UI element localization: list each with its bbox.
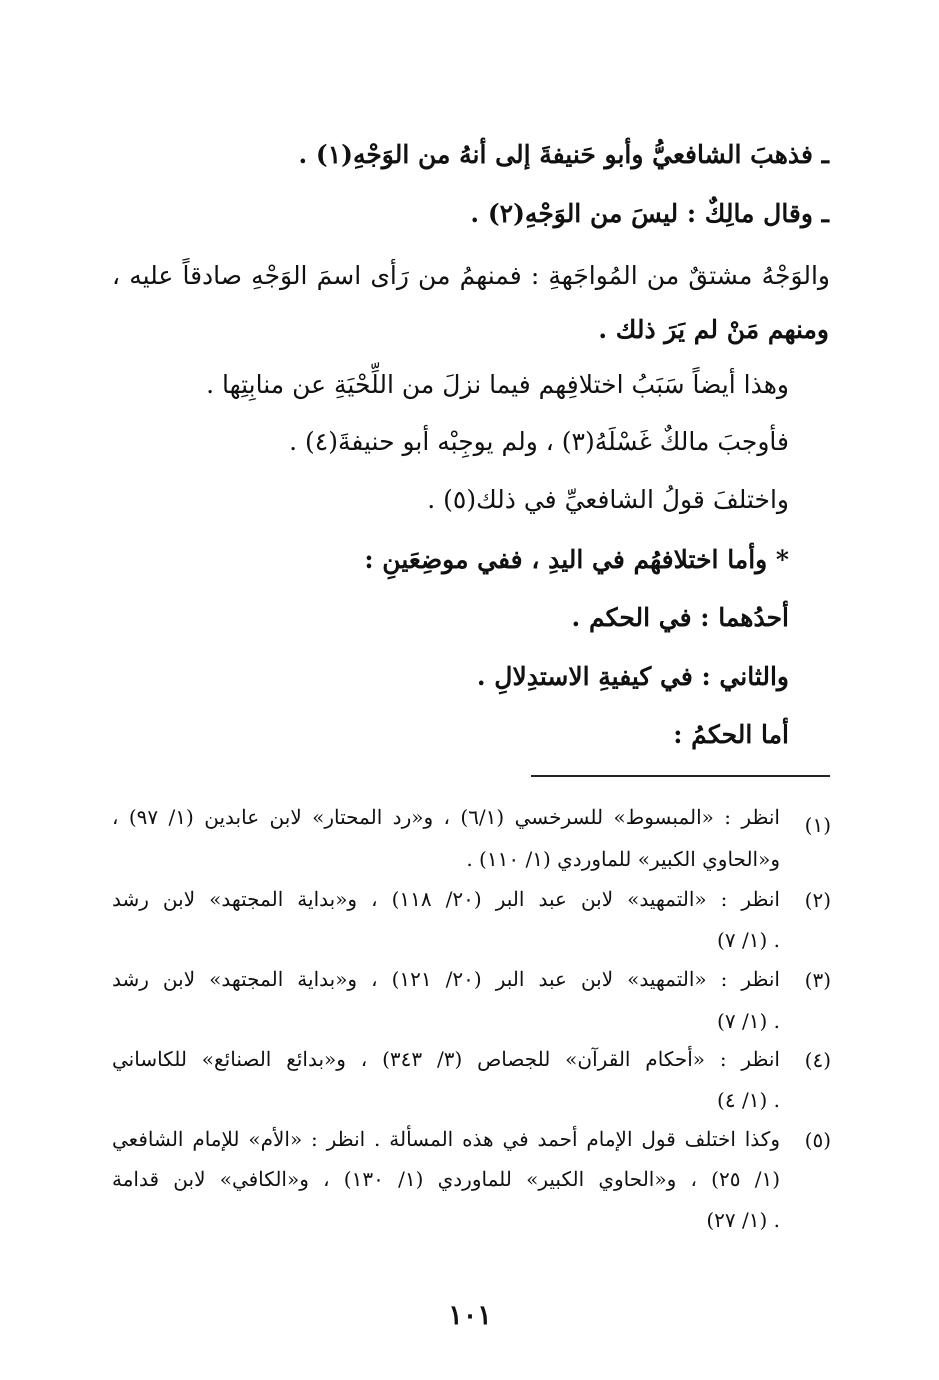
body-line-3: والوَجْهُ مشتقٌ من المُواجَهةِ : فمنهمُ من رَأى اسمَ الوَجْهِ صادقاً عليه ، (112, 261, 830, 290)
footnote-3-line-2: (١/ ٧) . (717, 1009, 780, 1033)
footnote-2-number: (٢) (804, 888, 831, 912)
footnote-2-line-1: انظر : «التمهيد» لابن عبد البر (٢٠/ ١١٨) ، و«بداية المجتهد» لابن رشد (112, 887, 780, 911)
body-line-9: أحدُهما : في الحكم . (571, 603, 789, 632)
footnote-1-number: (١) (804, 813, 831, 837)
footnote-5-line-3: (١/ ٢٧) . (706, 1208, 780, 1232)
footnote-5-line-1: وكذا اختلف قول الإمام أحمد في هذه المسألة . انظر : «الأم» للإمام الشافعي (112, 1127, 780, 1151)
body-line-6: فأوجبَ مالكٌ غَسْلَهُ(٣) ، ولم يوجِبْه أبو حنيفةَ(٤) . (289, 427, 789, 456)
footnote-separator (531, 775, 830, 777)
body-line-4: ومنهم مَنْ لم يَرَ ذلك . (598, 315, 829, 344)
footnote-4-line-1: انظر : «أحكام القرآن» للجصاص (٣/ ٣٤٣) ، و«بدائع الصنائع» للكاساني (112, 1047, 780, 1071)
footnote-4-number: (٤) (804, 1048, 831, 1072)
body-line-7: واختلفَ قولُ الشافعيِّ في ذلك(٥) . (427, 485, 789, 514)
body-line-10: والثاني : في كيفيةِ الاستدِلالِ . (476, 662, 789, 691)
body-line-1: ـ فذهبَ الشافعيُّ وأبو حَنيفةَ إلى أنهُ من الوَجْهِ(١) . (298, 140, 829, 169)
footnote-1-line-2: و«الحاوي الكبير» للماوردي (١/ ١١٠) . (466, 847, 780, 871)
footnote-5-line-2: (١/ ٢٥) ، و«الحاوي الكبير» للماوردي (١/ ١٣٠) ، و«الكافي» لابن قدامة (112, 1167, 780, 1191)
footnote-4-line-2: (١/ ٤) . (717, 1088, 780, 1112)
page-number: ١٠١ (448, 1300, 492, 1331)
footnote-1-line-1: انظر : «المبسوط» للسرخسي (٦/١) ، و«رد المحتار» لابن عابدين (١/ ٩٧) ، (112, 805, 780, 829)
footnote-5-number: (٥) (804, 1128, 831, 1152)
body-line-11: أما الحكمُ : (673, 720, 789, 749)
footnote-3-line-1: انظر : «التمهيد» لابن عبد البر (٢٠/ ١٢١) ، و«بداية المجتهد» لابن رشد (112, 967, 780, 991)
footnote-2-line-2: (١/ ٧) . (717, 928, 780, 952)
section-heading: * وأما اختلافهُم في اليدِ ، ففي موضِعَينِ : (364, 545, 789, 574)
body-line-5: وهذا أيضاً سَبَبُ اختلافِهم فيما نزلَ من اللِّحْيَةِ عن منابِتِها . (206, 370, 789, 399)
footnote-3-number: (٣) (804, 968, 831, 992)
body-line-2: ـ وقال مالِكٌ : ليسَ من الوَجْهِ(٢) . (470, 199, 829, 228)
